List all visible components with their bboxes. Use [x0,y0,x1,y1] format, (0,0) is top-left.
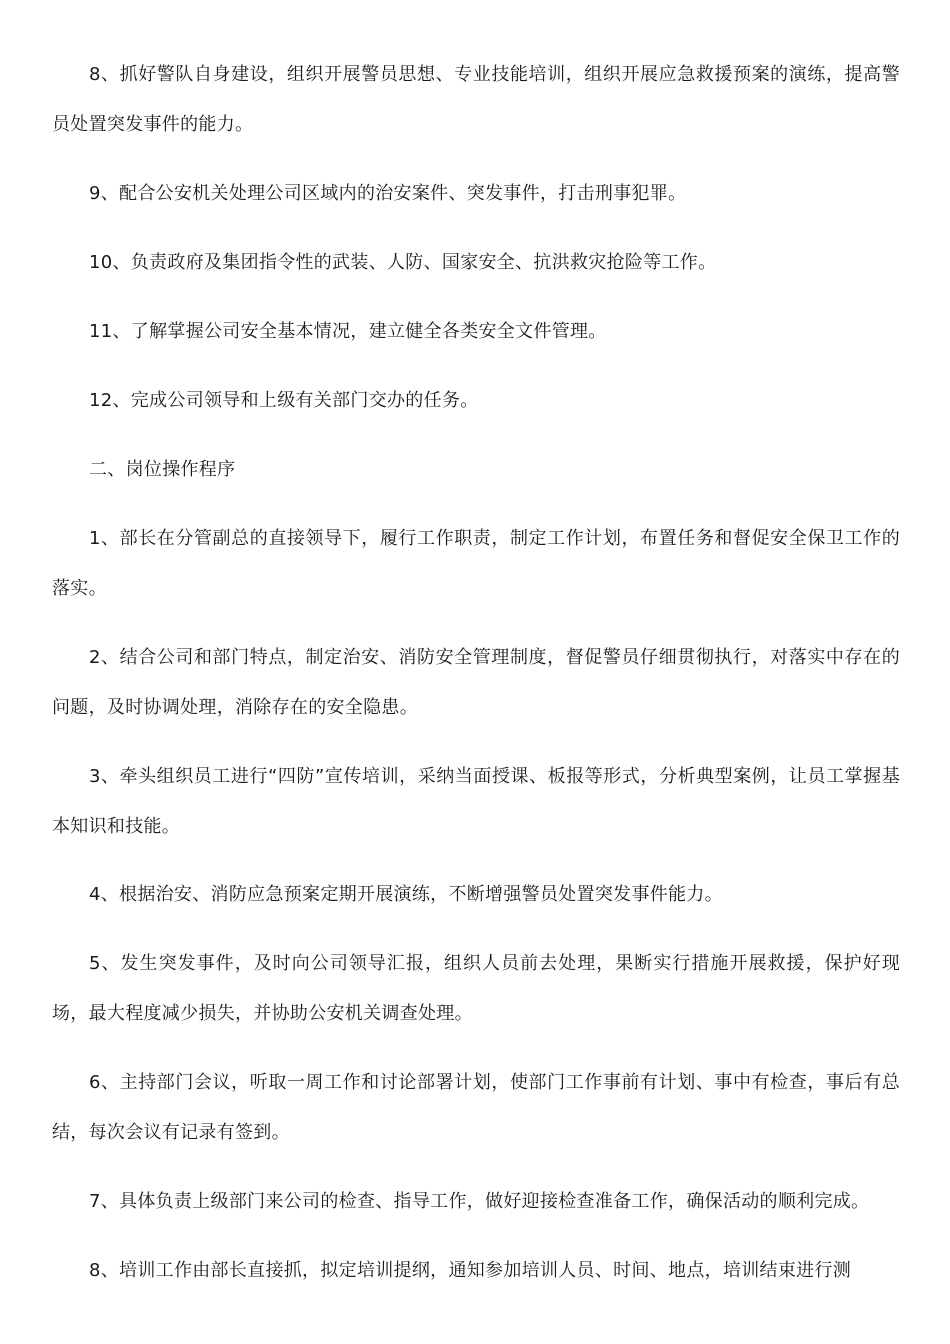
paragraph-procedure-7: 7、具体负责上级部门来公司的检查、指导工作，做好迎接检查准备工作，确保活动的顺利完成。 [89,1191,870,1212]
paragraph-procedure-3: 3、牵头组织员工进行“四防”宣传培训，采纳当面授课、板报等形式，分析典型案例，让员工掌握基本知识和技能。 [52,766,900,837]
paragraph-procedure-6: 6、主持部门会议，听取一周工作和讨论部署计划，使部门工作事前有计划、事中有检查，事后有总结，每次会议有记录有签到。 [52,1072,900,1143]
paragraph-procedure-5: 5、发生突发事件，及时向公司领导汇报，组织人员前去处理，果断实行措施开展救援，保护好现场，最大程度减少损失，并协助公安机关调查处理。 [52,953,900,1024]
paragraph-duty-10: 10、负责政府及集团指令性的武装、人防、国家安全、抗洪救灾抢险等工作。 [89,252,717,273]
paragraph-duty-11: 11、了解掌握公司安全基本情况，建立健全各类安全文件管理。 [89,321,607,342]
paragraph-duty-9: 9、配合公安机关处理公司区域内的治安案件、突发事件，打击刑事犯罪。 [89,183,687,204]
paragraph-procedure-4: 4、根据治安、消防应急预案定期开展演练，不断增强警员处置突发事件能力。 [89,884,723,905]
paragraph-duty-8: 8、抓好警队自身建设，组织开展警员思想、专业技能培训，组织开展应急救援预案的演练，提高警员处置突发事件的能力。 [52,64,900,135]
paragraph-duty-12: 12、完成公司领导和上级有关部门交办的任务。 [89,390,479,411]
paragraph-procedure-2: 2、结合公司和部门特点，制定治安、消防安全管理制度，督促警员仔细贯彻执行，对落实中存在的问题，及时协调处理，消除存在的安全隐患。 [52,647,900,718]
paragraph-procedure-8: 8、培训工作由部长直接抓，拟定培训提纲，通知参加培训人员、时间、地点，培训结束进行测 [89,1260,852,1281]
paragraph-procedure-1: 1、部长在分管副总的直接领导下，履行工作职责，制定工作计划，布置任务和督促安全保卫工作的落实。 [52,528,900,599]
section-heading: 二、岗位操作程序 [89,459,236,480]
